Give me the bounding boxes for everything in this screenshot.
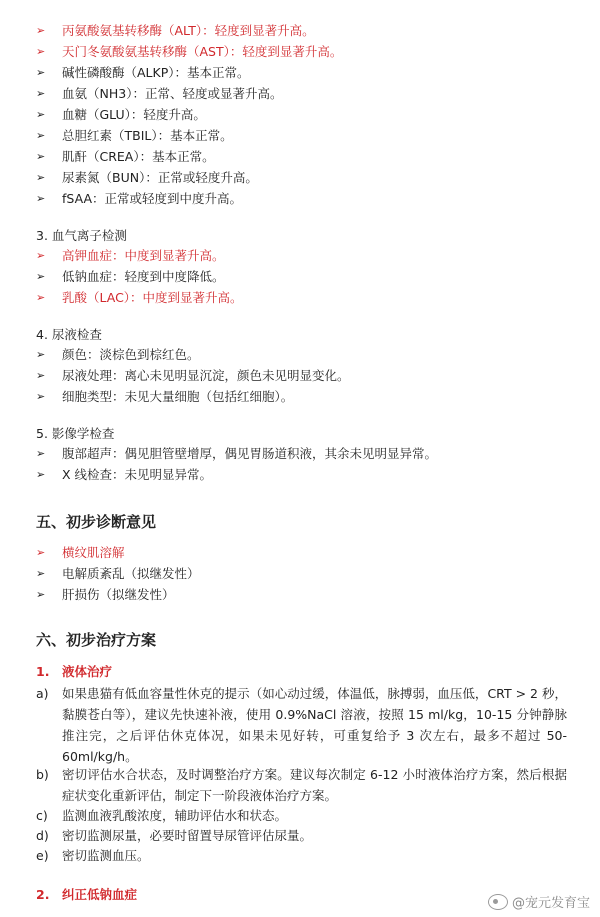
arrow-icon: ➢ [36, 468, 46, 481]
treatment-item-a: 如果患猫有低血容量性休克的提示（如心动过缓，体温低，脉搏弱，血压低，CRT > 2 秒，黏膜苍白等），建议先快速补液，使用 0.9%NaCl 溶液，按照 15 ml/kg，10-15 分钟静脉推注完，之后评估休克体况，如果未见好转，可重复给予 3 次左右，最多不超过 50-60ml/kg/h。 [62, 686, 567, 764]
watermark-text: @宠元发育宝 [511, 896, 590, 911]
arrow-icon: ➢ [36, 270, 46, 283]
arrow-icon: ➢ [36, 24, 46, 37]
item-label-a: a) [36, 686, 49, 701]
treatment-item-c: 监测血液乳酸浓度，辅助评估水和状态。 [62, 808, 288, 823]
arrow-icon: ➢ [36, 447, 46, 460]
section-heading-diagnosis: 五、初步诊断意见 [36, 513, 157, 531]
arrow-icon: ➢ [36, 291, 46, 304]
arrow-icon: ➢ [36, 150, 46, 163]
arrow-icon: ➢ [36, 390, 46, 403]
arrow-icon: ➢ [36, 129, 46, 142]
arrow-icon: ➢ [36, 171, 46, 184]
section-heading-treatment: 六、初步治疗方案 [36, 631, 157, 649]
treatment-sub2-title: 纠正低钠血症 [62, 887, 138, 902]
arrow-icon: ➢ [36, 588, 46, 601]
section-heading-urine: 4. 尿液检查 [36, 327, 102, 342]
weibo-logo-icon [488, 894, 508, 910]
section-heading-imaging: 5. 影像学检查 [36, 426, 115, 441]
arrow-icon: ➢ [36, 249, 46, 262]
item-label-d: d) [36, 828, 49, 843]
arrow-icon: ➢ [36, 348, 46, 361]
arrow-icon: ➢ [36, 87, 46, 100]
item-label-e: e) [36, 848, 49, 863]
treatment-item-e: 密切监测血压。 [62, 848, 150, 863]
treatment-item-b: 密切评估水合状态，及时调整治疗方案。建议每次制定 6-12 小时液体治疗方案，然后根据症状变化重新评估，制定下一阶段液体治疗方案。 [62, 767, 567, 803]
arrow-icon: ➢ [36, 45, 46, 58]
arrow-icon: ➢ [36, 108, 46, 121]
arrow-icon: ➢ [36, 66, 46, 79]
watermark [488, 892, 590, 911]
treatment-sub1-number: 1. [36, 664, 50, 679]
arrow-icon: ➢ [36, 567, 46, 580]
item-label-b: b) [36, 767, 49, 782]
arrow-icon: ➢ [36, 192, 46, 205]
section-heading-blood-gas: 3. 血气离子检测 [36, 228, 127, 243]
arrow-icon: ➢ [36, 369, 46, 382]
arrow-icon: ➢ [36, 546, 46, 559]
treatment-sub2-number: 2. [36, 887, 50, 902]
item-label-c: c) [36, 808, 48, 823]
treatment-sub1-title: 液体治疗 [62, 664, 113, 679]
treatment-item-d: 密切监测尿量，必要时留置导尿管评估尿量。 [62, 828, 313, 843]
